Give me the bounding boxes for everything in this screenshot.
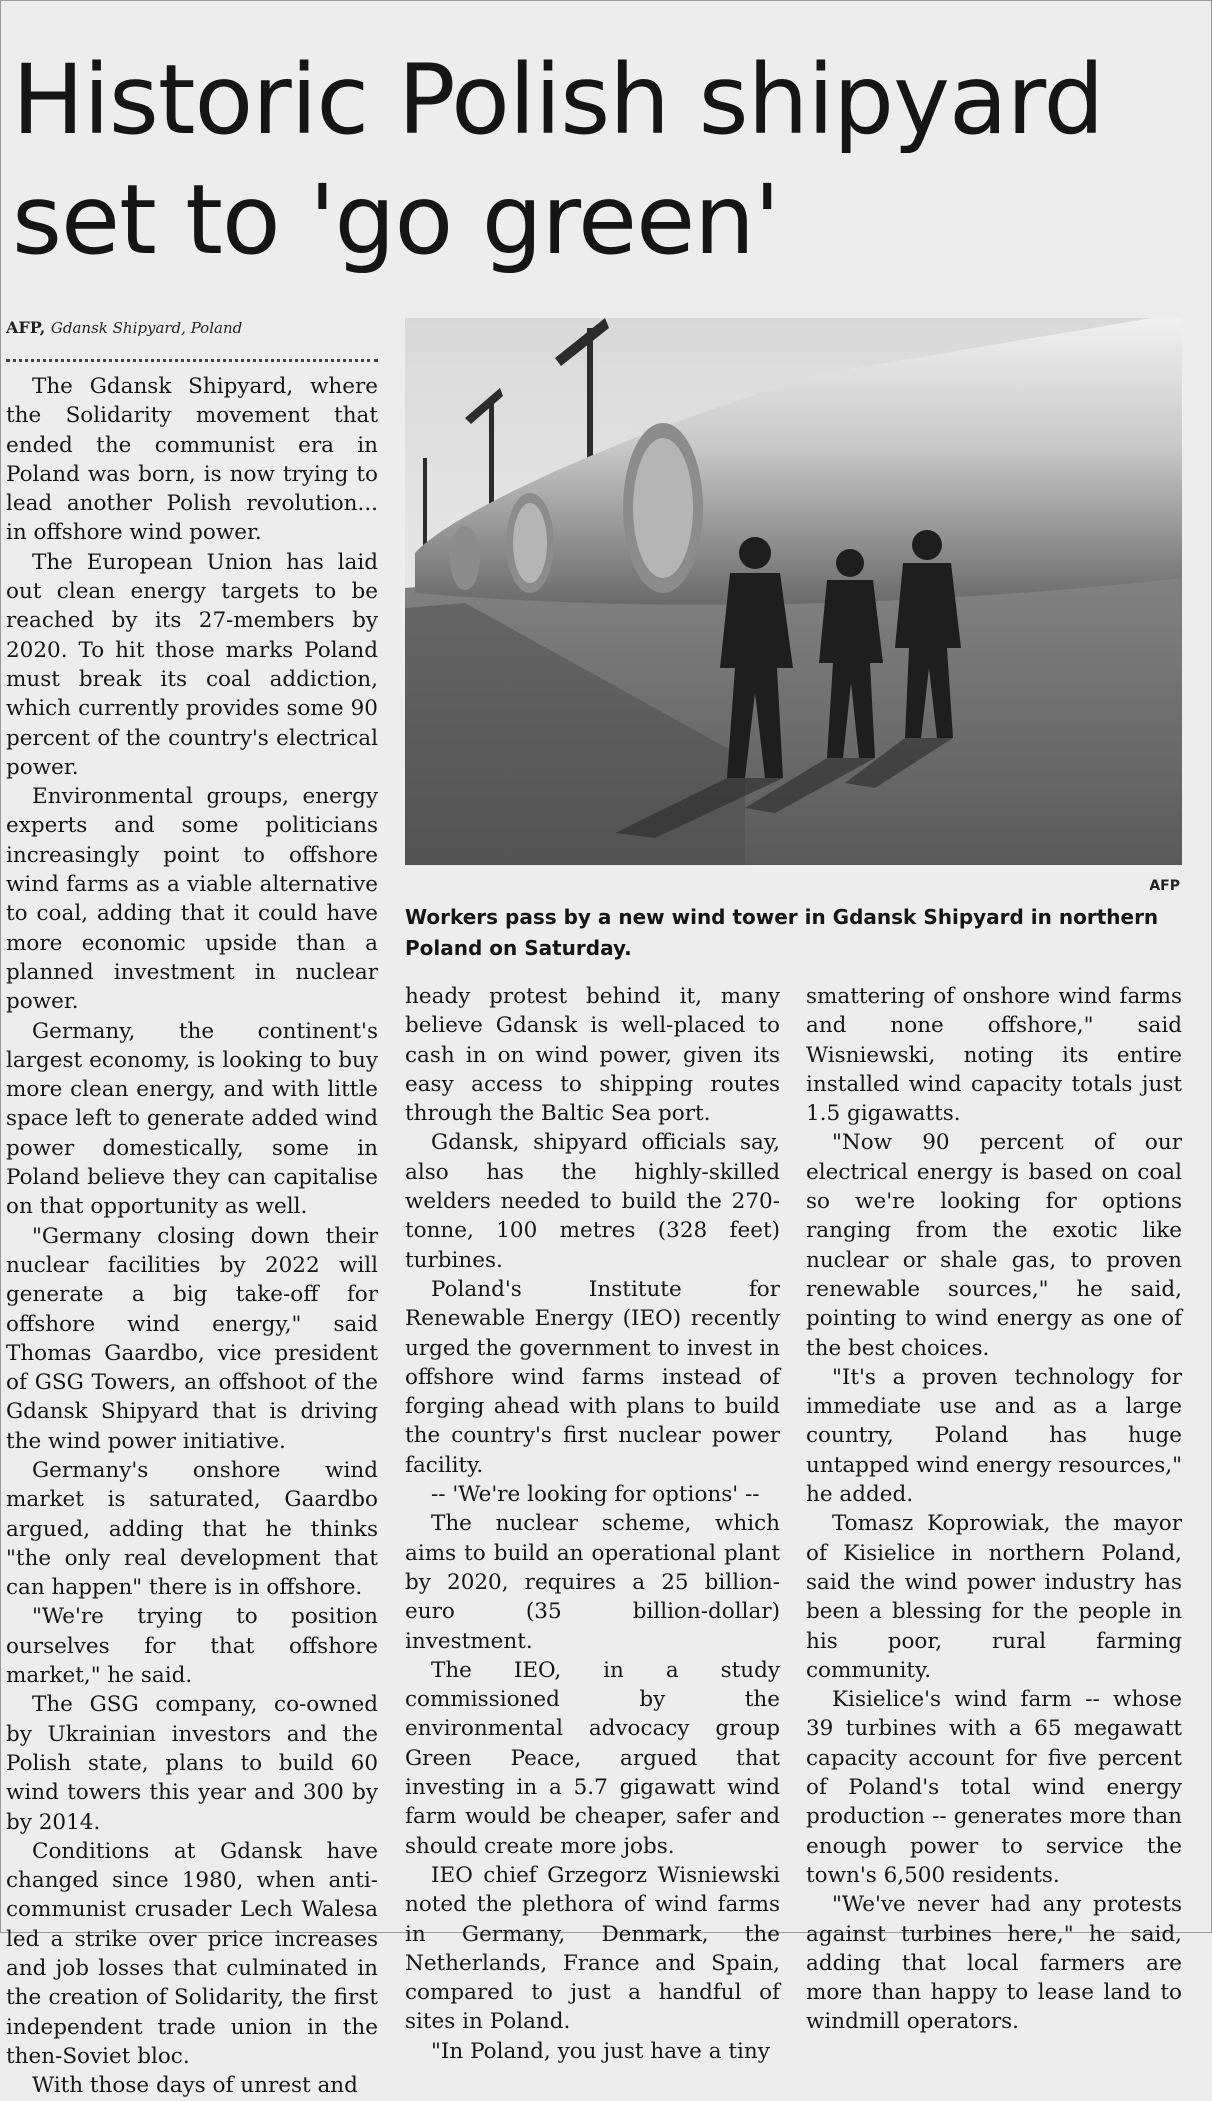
- byline-divider: [6, 359, 378, 362]
- photo-caption: Workers pass by a new wind tower in Gdansk Shipyard in northern Poland on Saturday.: [405, 905, 1159, 960]
- byline-agency: AFP,: [6, 318, 46, 337]
- paragraph: Germany's onshore wind market is saturated, Gaardbo argued, adding that he thinks "the only real development that can happen" there is in offshore.: [6, 1457, 378, 1601]
- paragraph: "In Poland, you just have a tiny: [431, 2038, 770, 2064]
- paragraph: Environmental groups, energy experts and some politicians increasingly point to offshore wind farms as a viable alternative to coal, adding that it could have more economic upside than a planned investment in nuclear power.: [6, 784, 378, 1015]
- paragraph: "Germany closing down their nuclear facilities by 2022 will generate a big take-off for offshore wind energy," said Thomas Gaardbo, vice president of GSG Towers, an offshoot of the Gdansk Shipyard that is driving the wind power initiative.: [6, 1223, 378, 1454]
- paragraph: Tomasz Koprowiak, the mayor of Kisielice in northern Poland, said the wind power industry has been a blessing for the people in his poor, rural farming community.: [806, 1511, 1182, 1683]
- headline: Historic Polish shipyard set to 'go green': [12, 44, 1104, 276]
- paragraph: heady protest behind it, many believe Gdansk is well-placed to cash in on wind power, given its easy access to shipping routes through the Baltic Sea port.: [405, 984, 780, 1127]
- byline-place: Gdansk Shipyard, Poland: [50, 319, 243, 337]
- paragraph: Gdansk, shipyard officials say, also has the highly-skilled welders needed to build the 270-tonne, 100 metres (328 feet) turbines.: [405, 1130, 780, 1273]
- paragraph: The GSG company, co-owned by Ukrainian investors and the Polish state, plans to build 60 wind towers this year and 300 by by 2014.: [6, 1692, 378, 1835]
- paragraph: Kisielice's wind farm -- whose 39 turbines with a 65 megawatt capacity account for five percent of Poland's total wind energy production -- generates more than enough power to service the town's 6,500 residents.: [806, 1687, 1182, 1888]
- subheading: -- 'We're looking for options' --: [431, 1482, 760, 1508]
- paragraph: With those days of unrest and: [32, 2073, 358, 2099]
- paragraph: smattering of onshore wind farms and none offshore," said Wisniewski, noting its entire installed wind capacity totals just 1.5 gigawatts.: [806, 984, 1182, 1127]
- paragraph: The European Union has laid out clean energy targets to be reached by its 27-members by 2020. To hit those marks Poland must break its coal addiction, which currently provides some 90 percent of the country's electrical power.: [6, 549, 378, 780]
- shipyard-photo-illustration: [405, 318, 1182, 865]
- paragraph: The Gdansk Shipyard, where the Solidarity movement that ended the communist era in Poland was born, is now trying to lead another Polish revolution... in offshore wind power.: [6, 374, 378, 546]
- paragraph: Conditions at Gdansk have changed since 1980, when anti-communist crusader Lech Walesa led a strike over price increases and job losses that culminated in the creation of Solidarity, the first independent trade union in the then-Soviet bloc.: [6, 1838, 378, 2069]
- paragraph: The IEO, in a study commissioned by the environmental advocacy group Green Peace, argued that investing in a 5.7 gigawatt wind farm would be cheaper, safer and should create more jobs.: [405, 1657, 780, 1859]
- paragraph: "We've never had any protests against turbines here," he said, adding that local farmers are more than happy to lease land to windmill operators.: [806, 1892, 1182, 2035]
- article-column-2: [405, 982, 780, 2066]
- photo-credit: AFP: [1149, 878, 1180, 894]
- byline: [6, 318, 381, 337]
- article-column-1: [6, 372, 378, 2101]
- paragraph: "It's a proven technology for immediate use and as a large country, Poland has huge untapped wind energy resources," he added.: [806, 1364, 1182, 1508]
- paragraph: Germany, the continent's largest economy, is looking to buy more clean energy, and with little space left to generate added wind power domestically, some in Poland believe they can capitalise on that opportunity as well.: [6, 1018, 378, 1220]
- paragraph: The nuclear scheme, which aims to build an operational plant by 2020, requires a 25 billion-euro (35 billion-dollar) investment.: [405, 1511, 780, 1654]
- news-photo: [405, 318, 1182, 865]
- paragraph: "We're trying to position ourselves for that offshore market," he said.: [6, 1604, 378, 1689]
- paragraph: "Now 90 percent of our electrical energy is based on coal so we're looking for options ranging from the exotic like nuclear or shale gas, to proven renewable sources," he said, pointing to wind energy as one of the best choices.: [806, 1130, 1182, 1361]
- paragraph: Poland's Institute for Renewable Energy (IEO) recently urged the government to invest in offshore wind farms instead of forging ahead with plans to build the country's first nuclear power facility.: [405, 1276, 780, 1478]
- paragraph: IEO chief Grzegorz Wisniewski noted the plethora of wind farms in Germany, Denmark, the Netherlands, France and Spain, compared to just a handful of sites in Poland.: [405, 1862, 780, 2035]
- article-column-3: [806, 982, 1182, 2037]
